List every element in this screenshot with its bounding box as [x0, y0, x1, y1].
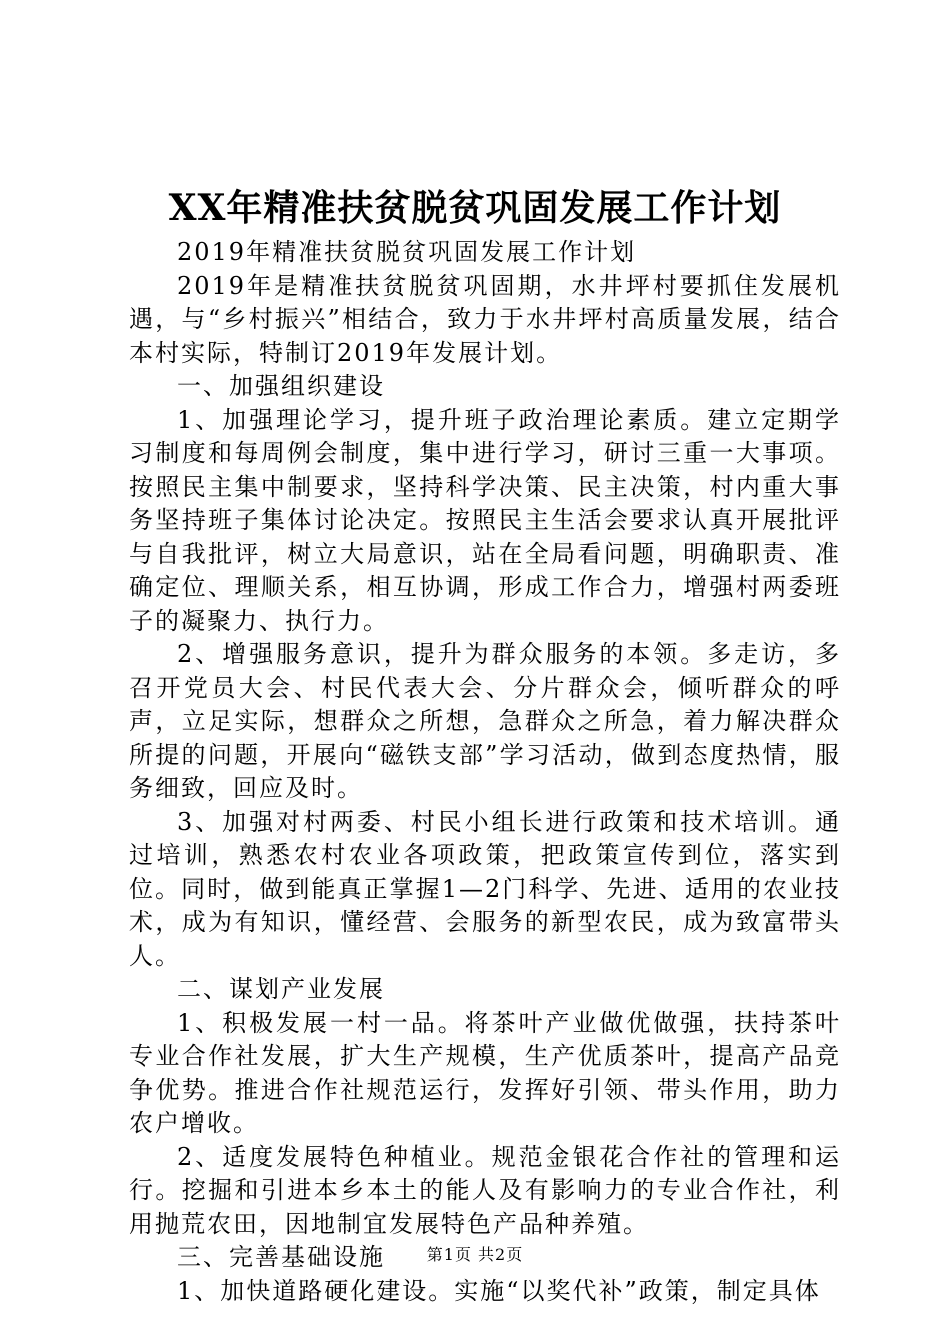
section-heading-1: 一、加强组织建设 — [177, 372, 385, 400]
body-paragraph: 1、加快道路硬化建设。实施“以奖代补”政策，制定具体 — [177, 1276, 821, 1305]
section-heading-2: 二、谋划产业发展 — [177, 975, 385, 1003]
document-body — [129, 236, 841, 1308]
body-paragraph: 3、加强对村两委、村民小组长进行政策和技术培训。通过培训，熟悉农村农业各项政策，把政策宣传到位，落实到位。同时，做到能真正掌握1—2门科学、先进、适用的农业技术，成为有知识，懂经营、会服务的新型农民，成为致富带头人。 — [129, 807, 841, 970]
section-heading-3: 三、完善基础设施 — [177, 1243, 385, 1271]
body-paragraph: 2、增强服务意识，提升为群众服务的本领。多走访，多召开党员大会、村民代表大会、分片群众会，倾听群众的呼声，立足实际，想群众之所想，急群众之所急，着力解决群众所提的问题，开展向“磁铁支部”学习活动，做到态度热情，服务细致，回应及时。 — [129, 640, 841, 802]
subtitle-paragraph: 2019年精准扶贫脱贫巩固发展工作计划 — [177, 238, 637, 266]
body-paragraph: 2、适度发展特色种植业。规范金银花合作社的管理和运行。挖掘和引进本乡本土的能人及有影响力的专业合作社，利用抛荒农田，因地制宜发展特色产品种养殖。 — [129, 1142, 841, 1238]
body-paragraph: 1、加强理论学习，提升班子政治理论素质。建立定期学习制度和每周例会制度，集中进行学习，研讨三重一大事项。按照民主集中制要求，坚持科学决策、民主决策，村内重大事务坚持班子集体讨论决定。按照民主生活会要求认真开展批评与自我批评，树立大局意识，站在全局看问题，明确职责、准确定位、理顺关系，相互协调，形成工作合力，增强村两委班子的凝聚力、执行力。 — [129, 405, 841, 635]
body-paragraph: 1、积极发展一村一品。将茶叶产业做优做强，扶持茶叶专业合作社发展，扩大生产规模，生产优质茶叶，提高产品竞争优势。推进合作社规范运行，发挥好引领、带头作用，助力农户增收。 — [129, 1008, 841, 1137]
page-number-footer: 第1页 共2页 — [426, 1245, 524, 1264]
document-title: XX年精准扶贫脱贫巩固发展工作计划 — [168, 187, 782, 229]
intro-paragraph: 2019年是精准扶贫脱贫巩固期，水井坪村要抓住发展机遇，与“乡村振兴”相结合，致力于水井坪村高质量发展，结合本村实际，特制订2019年发展计划。 — [129, 271, 841, 367]
